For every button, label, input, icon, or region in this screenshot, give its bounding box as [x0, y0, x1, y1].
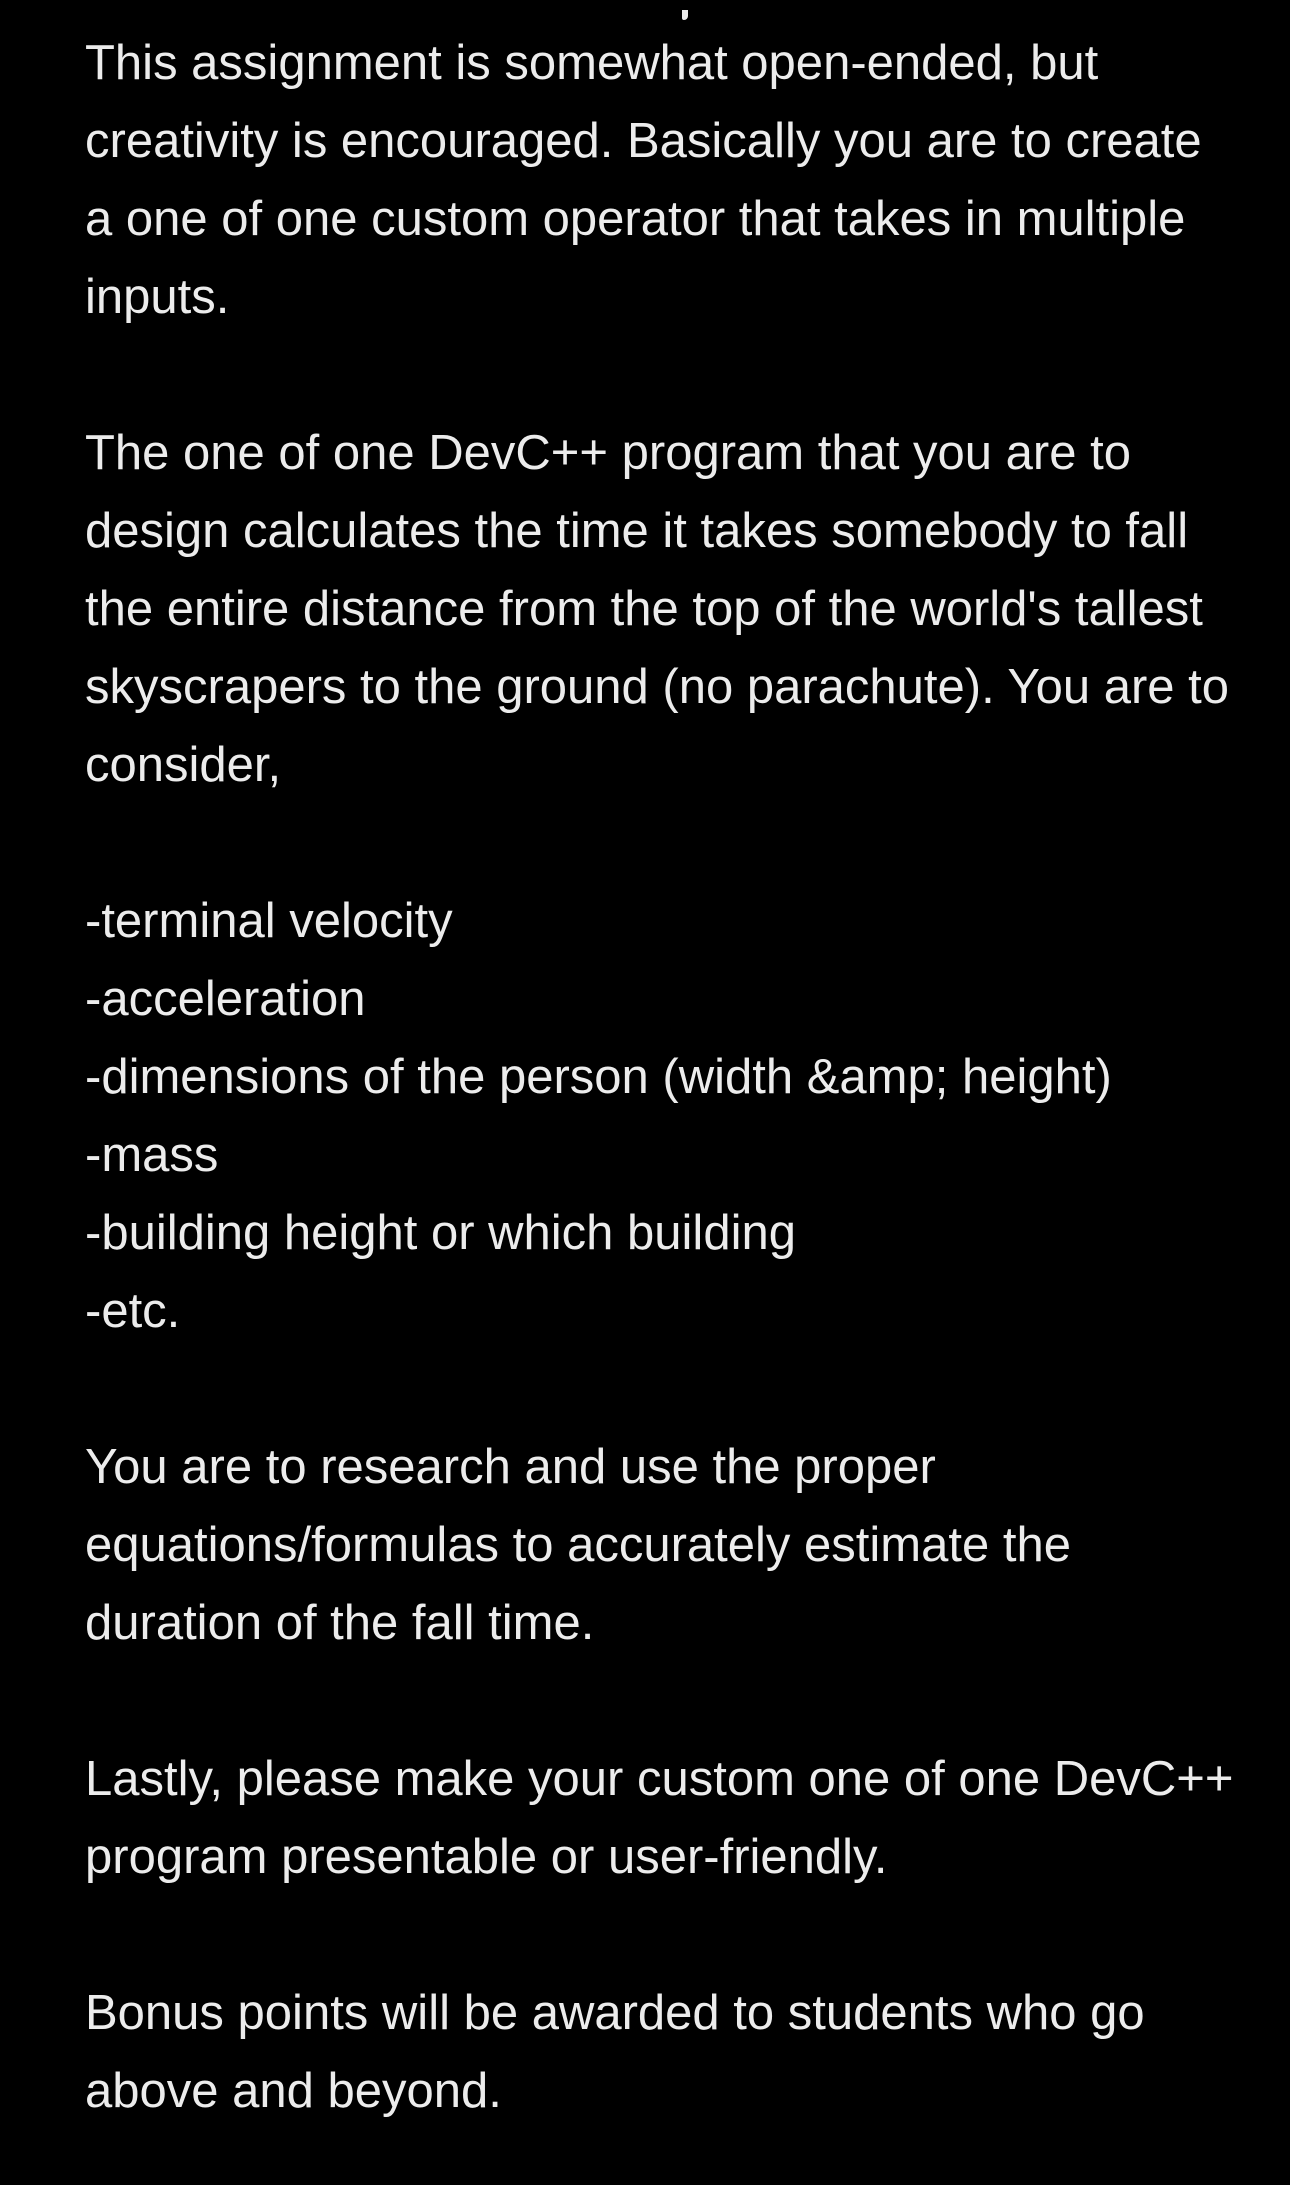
list-item: -building height or which building [85, 1206, 796, 1260]
description-paragraph: The one of one DevC++ program that you are to design calculates the time it takes somebody to fall the entire distance from the top of the world's tallest skyscrapers to the ground (no parachute). You are to consider, [85, 426, 1243, 792]
list-item: -terminal velocity [85, 894, 453, 948]
list-item: -dimensions of the person (width &amp; height) [85, 1050, 1112, 1104]
list-item: -acceleration [85, 972, 366, 1026]
considerations-list [85, 882, 1235, 1350]
list-item: -etc. [85, 1284, 181, 1338]
research-paragraph: You are to research and use the proper equations/formulas to accurately estimate the duration of the fall time. [85, 1440, 1085, 1650]
presentation-paragraph: Lastly, please make your custom one of one DevC++ program presentable or user-friendly. [85, 1752, 1248, 1884]
bonus-paragraph: Bonus points will be awarded to students who go above and beyond. [85, 1986, 1159, 2118]
cropped-text-fragment [682, 10, 688, 20]
intro-paragraph: This assignment is somewhat open-ended, but creativity is encouraged. Basically you are to create a one of one custom operator that takes in multiple inputs. [85, 36, 1216, 324]
assignment-document [85, 24, 1248, 2130]
list-item: -mass [85, 1128, 219, 1182]
